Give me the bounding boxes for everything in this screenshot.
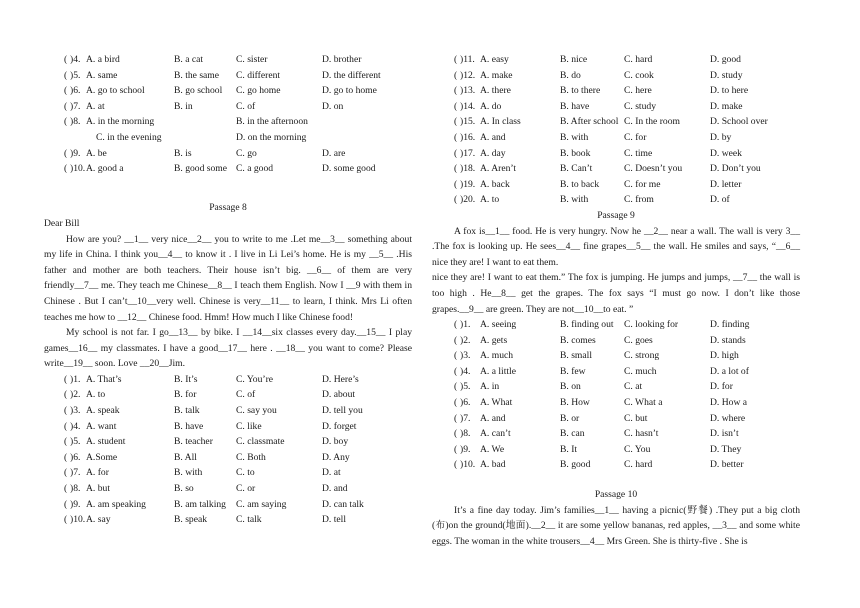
option-d: D. of [710, 194, 730, 206]
option-c: C. hasn’t [624, 428, 659, 440]
question-row [44, 403, 412, 419]
answer-paren: ( [454, 100, 458, 112]
option-a: A. for [86, 467, 109, 479]
answer-paren: ( [64, 69, 68, 81]
option-a: A. want [86, 420, 117, 432]
option-c: C. different [236, 69, 281, 81]
question-number: )2. [460, 334, 471, 346]
question-row [44, 481, 412, 497]
option-b: B. How [560, 397, 590, 409]
option-c: C. goes [624, 334, 653, 346]
question-row [432, 99, 800, 115]
option-a: A. good a [86, 163, 124, 175]
passage-paragraph [432, 224, 800, 318]
option-d: D. study [710, 69, 743, 81]
option-b: B. so [174, 483, 194, 495]
option-b: B. It [560, 443, 578, 455]
answer-paren: ( [454, 319, 458, 331]
option-c: C. at [624, 381, 643, 393]
answer-paren: ( [454, 147, 458, 159]
question-row [432, 333, 800, 349]
passage-paragraph: How are you? __1__ very nice__2__ you to write to me .Let me__3__ something about my life in China. I think you__4__ to know it . I live in Li Lei’s home. He is my __5__ .His father and mother are both teachers. Their house isn’t big. __6__ of them are very friendly__7__ me. They teach me Chinese__8__ I teach them English. Now I __9 with them in Chinese . But I can’t__10__very well. Chinese is very__11__ to learn, I think. Mrs Li often teaches me how to __12__ Chinese food. Hmm! How much I like Chinese food! [44, 233, 412, 323]
question-row [432, 161, 800, 177]
option-a: A. gets [480, 334, 508, 346]
question-row [432, 426, 800, 442]
option-c: C. hard [624, 459, 653, 471]
option-b: B. the same [174, 69, 220, 81]
option-c: C. talk [236, 514, 262, 526]
option-a: A. That’s [86, 373, 122, 385]
question-number: )4. [460, 365, 471, 377]
option-d: D. stands [710, 334, 746, 346]
question-number: )12. [460, 69, 476, 81]
option-d: D. brother [322, 54, 362, 65]
question-number: )10. [70, 163, 86, 175]
option-c: C. much [624, 365, 657, 377]
question-row [432, 177, 800, 193]
option-b: B. is [174, 147, 192, 159]
option-a: A. and [480, 412, 506, 424]
passage-paragraph-part: nice they are! I want to eat them.” The fox is jumping. He jumps and jumps, __7__ the wall is too high . He__8__ get the grapes. The fox says “I must go now. I don’t like those grapes.__9__ are green. They are not__10__to eat. ” [432, 272, 800, 315]
option-c: C. for [624, 131, 647, 143]
option-c: C. go home [236, 85, 281, 97]
option-b: B. comes [560, 334, 596, 346]
option-d: D. by [710, 131, 732, 143]
answer-paren: ( [64, 483, 68, 495]
option-d: D. high [710, 350, 739, 362]
option-d: D. go to home [322, 85, 377, 97]
option-d: D. tell [322, 514, 346, 526]
answer-paren: ( [454, 443, 458, 455]
question-row [44, 512, 412, 528]
question-row [432, 52, 800, 68]
question-row [44, 161, 412, 177]
option-d: D. School over [710, 116, 768, 128]
option-b: B. Can’t [560, 163, 593, 175]
option-b: B. nice [560, 54, 588, 65]
option-c: C. looking for [624, 319, 679, 331]
option-d: D. the different [322, 69, 381, 81]
option-c: C. strong [624, 350, 660, 362]
option-b: B. have [174, 420, 204, 432]
question-number: )8. [70, 483, 81, 495]
answer-paren: ( [64, 420, 68, 432]
option-a: A. a bird [86, 54, 120, 65]
question-number: )9. [70, 147, 81, 159]
question-number: )8. [70, 116, 81, 128]
question-number: )1. [460, 319, 471, 331]
question-row [44, 68, 412, 84]
question-number: )5. [460, 381, 471, 393]
question-row [432, 317, 800, 333]
option-b: B. good [560, 459, 591, 471]
option-b: B. to there [560, 85, 601, 97]
right-column [432, 52, 800, 549]
option-a: A. We [480, 443, 505, 455]
answer-paren: ( [454, 116, 458, 128]
option-a: A. much [480, 350, 514, 362]
question-row [44, 114, 412, 130]
option-a: A. easy [480, 54, 509, 65]
option-b: B. talk [174, 405, 200, 417]
option-b: B. a cat [174, 54, 204, 65]
option-d: D. on [322, 100, 344, 112]
question-number: )4. [70, 54, 81, 65]
question-number: )5. [70, 436, 81, 448]
option-d: D. for [710, 381, 733, 393]
answer-paren: ( [454, 131, 458, 143]
option-c: C. In the room [624, 116, 680, 128]
option-c: C. of [236, 389, 256, 401]
answer-paren: ( [454, 163, 458, 175]
question-row [44, 99, 412, 115]
option-d: D. isn’t [710, 428, 739, 440]
question-row [432, 68, 800, 84]
option-a: A. say [86, 514, 111, 526]
option-c: C. a good [236, 163, 274, 175]
option-d: D. week [710, 147, 742, 159]
answer-paren: ( [64, 436, 68, 448]
option-c: C. cook [624, 69, 654, 81]
option-d: D. Here’s [322, 373, 359, 385]
answer-paren: ( [64, 147, 68, 159]
answer-paren: ( [454, 428, 458, 440]
answer-paren: ( [64, 498, 68, 510]
question-number: )13. [460, 85, 476, 97]
option-c: C. time [624, 147, 653, 159]
question-row [432, 442, 800, 458]
option-a: A.Some [86, 451, 118, 463]
option-b: B. in [174, 100, 193, 112]
question-number: )1. [70, 373, 81, 385]
option-d: D. finding [710, 319, 750, 331]
option-c: C. but [624, 412, 648, 424]
option-a: A. but [86, 483, 110, 495]
answer-paren: ( [454, 178, 458, 190]
option-a: A. student [86, 436, 126, 448]
option-d: D. some good [322, 163, 376, 175]
question-row [432, 348, 800, 364]
option-c: C. am saying [236, 498, 287, 510]
question-number: )17. [460, 147, 476, 159]
option-c: C. What a [624, 397, 663, 409]
option-b: B. speak [174, 514, 208, 526]
question-row [44, 419, 412, 435]
option-d: D. where [710, 412, 746, 424]
question-number: )6. [460, 397, 471, 409]
question-row [44, 372, 412, 388]
option-d: D. How a [710, 397, 748, 409]
option-d: D. Don’t you [710, 163, 761, 175]
question-number: )9. [70, 498, 81, 510]
option-a: A. to [480, 194, 500, 206]
option-b: B. After school [560, 116, 619, 128]
option-a: A. be [86, 147, 107, 159]
option-d: D. They [710, 443, 742, 455]
answer-paren: ( [64, 116, 68, 128]
question-row [432, 364, 800, 380]
passage-title: Passage 8 [209, 202, 247, 214]
question-row [44, 450, 412, 466]
option-c: C. in the evening [96, 131, 162, 143]
option-d: D. letter [710, 178, 742, 190]
option-a: A. to [86, 389, 106, 401]
answer-paren: ( [64, 54, 68, 65]
answer-paren: ( [454, 350, 458, 362]
question-number: )8. [460, 428, 471, 440]
answer-paren: ( [64, 467, 68, 479]
question-number: )10. [70, 514, 86, 526]
question-number: )7. [70, 467, 81, 479]
option-d: D. at [322, 467, 341, 479]
answer-paren: ( [64, 514, 68, 526]
option-c: C. You’re [236, 373, 274, 385]
option-c: C. or [236, 483, 256, 495]
question-number: )3. [460, 350, 471, 362]
option-b: B. with [560, 131, 589, 143]
question-row [44, 146, 412, 162]
option-c: C. hard [624, 54, 653, 65]
option-a: A. at [86, 100, 105, 112]
question-number: )3. [70, 405, 81, 417]
answer-paren: ( [64, 85, 68, 97]
passage-paragraph: My school is not far. I go__13__ by bike. I __14__six classes every day.__15__ I play games__16__ my classmates. I have a good__17__ here . __18__ you want to come? Please write__19__ soon. Love __20__Jim. [44, 327, 412, 370]
question-row [44, 497, 412, 513]
option-c: C. say you [236, 405, 277, 417]
option-a: A. there [480, 85, 511, 97]
passage-paragraph: It’s a fine day today. Jim’s families__1__ having a picnic(野餐) .They put a big cloth (布)on the ground(地面).__2__ it are some yellow bananas, red apples, __3__ and some white eggs. The woman in the white trousers__4__ Mrs Green. She is thirty-five . She is [432, 504, 800, 547]
option-d: D. Any [322, 451, 350, 463]
option-b: B. good some [174, 163, 228, 175]
option-a: A. bad [480, 459, 506, 471]
option-b: B. few [560, 365, 586, 377]
question-number: )5. [70, 69, 81, 81]
question-row [432, 457, 800, 473]
question-row [432, 395, 800, 411]
question-number: )15. [460, 116, 476, 128]
answer-paren: ( [64, 389, 68, 401]
answer-paren: ( [454, 85, 458, 97]
answer-paren: ( [454, 69, 458, 81]
option-c: C. Both [236, 451, 266, 463]
option-a: A. in [480, 381, 500, 393]
option-c: C. Doesn’t you [624, 163, 683, 175]
question-row [432, 130, 800, 146]
question-row [432, 114, 800, 130]
question-number: )9. [460, 443, 471, 455]
option-b: B. It’s [174, 373, 198, 385]
option-a: A. do [480, 100, 502, 112]
option-a: A. Aren’t [480, 163, 517, 175]
answer-paren: ( [454, 381, 458, 393]
answer-paren: ( [454, 459, 458, 471]
left-column [44, 52, 412, 528]
option-a: A. in the morning [86, 116, 155, 128]
question-number: )6. [70, 85, 81, 97]
option-d: D. boy [322, 436, 349, 448]
question-number: )14. [460, 100, 476, 112]
answer-paren: ( [64, 100, 68, 112]
option-c: C. classmate [236, 436, 285, 448]
answer-paren: ( [64, 451, 68, 463]
question-number: )7. [460, 412, 471, 424]
question-number: )20. [460, 194, 476, 206]
question-number: )18. [460, 163, 476, 175]
question-row [44, 52, 412, 68]
option-a: A. day [480, 147, 506, 159]
option-a: A. same [86, 69, 118, 81]
question-number: )2. [70, 389, 81, 401]
option-b: B. am talking [174, 498, 226, 510]
option-b: B. can [560, 428, 585, 440]
option-c: C. sister [236, 54, 268, 65]
answer-paren: ( [454, 412, 458, 424]
question-number: )19. [460, 178, 476, 190]
option-d: D. a lot of [710, 365, 749, 377]
question-row [432, 411, 800, 427]
option-d: D. are [322, 147, 346, 159]
answer-paren: ( [64, 405, 68, 417]
answer-paren: ( [454, 334, 458, 346]
option-b: B. or [560, 412, 580, 424]
option-b: B. with [560, 194, 589, 206]
option-a: A. am speaking [86, 498, 146, 510]
salutation: Dear Bill [44, 217, 80, 229]
option-d: D. to here [710, 85, 749, 97]
option-a: A. What [480, 397, 513, 409]
option-b: B. go school [174, 85, 223, 97]
question-number: )10. [460, 459, 476, 471]
option-c: C. to [236, 467, 255, 479]
option-b: B. on [560, 381, 581, 393]
passage-title: Passage 10 [594, 489, 638, 501]
question-row [432, 146, 800, 162]
question-row [44, 83, 412, 99]
option-b: B. small [560, 350, 592, 362]
option-c: C. here [624, 85, 652, 97]
option-a: A. back [480, 178, 510, 190]
option-a: A. and [480, 131, 506, 143]
question-number: )6. [70, 451, 81, 463]
option-c: C. of [236, 100, 256, 112]
option-a: A. go to school [86, 85, 145, 97]
option-b: B. All [174, 451, 197, 463]
question-number: )4. [70, 420, 81, 432]
option-c: C. like [236, 420, 262, 432]
option-d: D. better [710, 459, 744, 471]
option-d: D. good [710, 54, 741, 65]
question-row-cont [44, 130, 412, 146]
question-number: )7. [70, 100, 81, 112]
option-d: D. can talk [322, 498, 364, 510]
option-b: B. do [560, 69, 581, 81]
option-d: D. make [710, 100, 743, 112]
option-d: D. about [322, 389, 356, 401]
option-a: A. speak [86, 405, 120, 417]
option-d: D. on the morning [236, 131, 307, 143]
option-b: B. with [174, 467, 203, 479]
option-b: B. for [174, 389, 197, 401]
question-row [432, 379, 800, 395]
option-d: D. and [322, 483, 348, 495]
option-a: A. can’t [480, 428, 511, 440]
option-b: B. teacher [174, 436, 213, 448]
option-b: B. book [560, 147, 591, 159]
question-row [44, 465, 412, 481]
option-d: D. tell you [322, 405, 363, 417]
option-c: C. go [236, 147, 257, 159]
option-a: A. seeing [480, 319, 517, 331]
option-c: C. from [624, 194, 654, 206]
passage-paragraph-part: A fox is__1__ food. He is very hungry. Now he __2__ near a wall. The wall is very 3__ .The fox is looking up. He sees__4__ fine grapes__5__ the wall. He smiles and says, “__6__ nice they are! I want to eat them. [432, 225, 800, 268]
option-b: B. finding out [560, 319, 614, 331]
answer-paren: ( [454, 365, 458, 377]
question-row [44, 434, 412, 450]
question-number: )11. [460, 54, 475, 65]
question-row [432, 83, 800, 99]
option-b: B. in the afternoon [236, 116, 308, 128]
question-row [432, 192, 800, 208]
option-b: B. to back [560, 178, 600, 190]
option-c: C. study [624, 100, 656, 112]
answer-paren: ( [454, 397, 458, 409]
answer-paren: ( [64, 163, 68, 175]
option-b: B. have [560, 100, 590, 112]
question-row [44, 387, 412, 403]
passage-title: Passage 9 [597, 209, 635, 221]
answer-paren: ( [64, 373, 68, 385]
option-c: C. You [624, 443, 651, 455]
option-c: C. for me [624, 178, 661, 190]
answer-paren: ( [454, 194, 458, 206]
option-a: A. In class [480, 116, 521, 128]
option-a: A. a little [480, 365, 516, 377]
question-number: )16. [460, 131, 476, 143]
answer-paren: ( [454, 54, 458, 65]
option-a: A. make [480, 69, 513, 81]
option-d: D. forget [322, 420, 357, 432]
